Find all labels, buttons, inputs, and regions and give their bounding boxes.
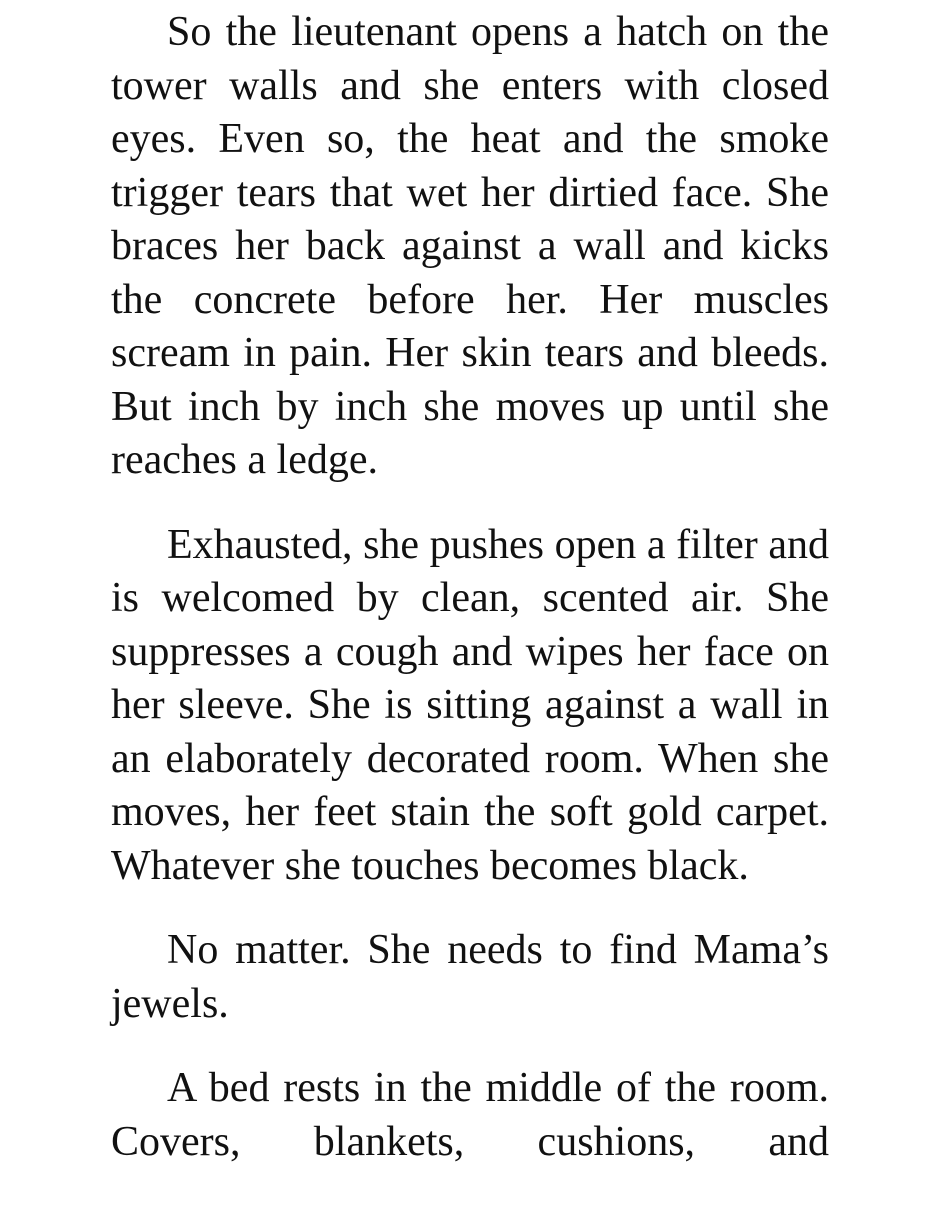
paragraph-2: Exhausted, she pushes open a filter and is welcomed by clean, scented air. She suppresses a cough and wipes her face on her sleeve. She is sitting against a wall in an elaborately decorated room. When she moves, her feet stain the soft gold carpet. Whatever she touches becomes black. bbox=[111, 521, 829, 889]
paragraph-1: So the lieutenant opens a hatch on the tower walls and she enters with closed eyes. Even so, the heat and the smoke trigger tears that wet her dirtied face. She braces her back against a wall and kicks the concrete before her. Her muscles scream in pain. Her skin tears and bleeds. But inch by inch she moves up until she reaches a ledge. bbox=[111, 9, 829, 483]
paragraph-4: A bed rests in the middle of the room. Covers, blankets, cushions, and bbox=[111, 1065, 829, 1165]
page-text bbox=[111, 6, 829, 1200]
paragraph-3: No matter. She needs to find Mama’s jewels. bbox=[111, 927, 829, 1027]
